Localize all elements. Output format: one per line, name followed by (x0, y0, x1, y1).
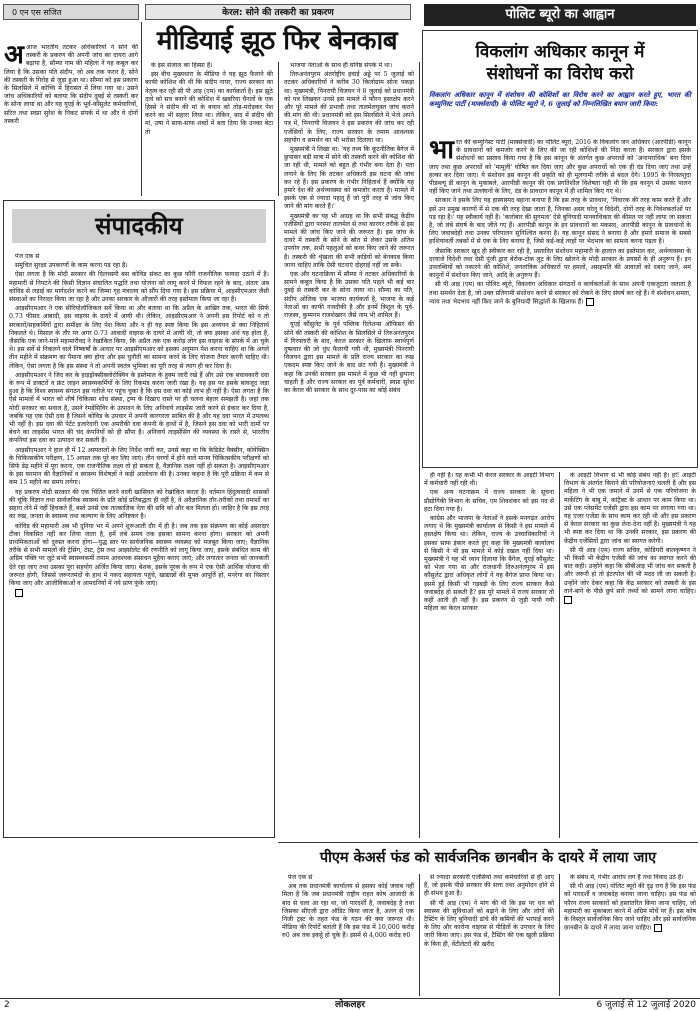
kerala-col3-p3: मुख्यमंत्री ने लिखा था: 'यह तथ्य कि कूटनीतिक बैगेज में छुपाकर बड़ी मात्रा में सोने की तस्करी करने की कोशिश की जा रही थी, मामले को बहुत ही गंभीर बना देता है। पता लगाने के लिए कि तटकर अधिकारी इस घटना की जांच कर रहे हैं। इस प्रकरण के गंभीर निहितार्थ हैं क्योंकि यह हमारे देश की अर्थव्यवस्था को कमजोर करता है। मामले में इसके एक से ज्यादा पहलू हैं जो पूरी तरह से जांच किए जाने की मांग करते हैं।' (284, 146, 414, 211)
kerala-col-5 (564, 472, 696, 838)
pmcares-col3-p1: के संबंध में, गंभीर आरोप लग हैं तथा विवाद उठे हैं। (570, 874, 684, 881)
disability-headline-line2: संशोधनों का विरोध करो (486, 64, 634, 84)
kerala-col4-p3: कांग्रेस और भाजपा के नेताओं ने इसके मनगढ़ंत आरोप लगाए थे कि मुख्यमंत्री कार्यालय से किसी ने इस मामले में हस्तक्षेप किया था। लेकिन, राज्य के उच्चाधिकारियों ने इसका साफ इंकार करते हुए कहा कि मुख्यमंत्री कार्यालय से किसी ने भी इस मामले में कोई दखल नहीं दिया था। मुख्यमंत्री ने यह भी ध्यान दिलाया कि बैगेज, यूएई कौंसुलेट को भेजा गया था और राजधानी तिरुअनंतपुरम में इस कौंसुलेट द्वारा अधिकृत लोगों ने यह बैगेज प्राप्त किया था। इसमें हुई किसी भी गड़बड़ी के लिए राज्य सरकार कैसे जवाबदेह हो सकती है? इस पूरे मामले में राज्य सरकार तो कहीं आती ही नहीं है। इस प्रकरण से जुड़ी पायी गयी महिला का केरल सरकार (424, 515, 554, 613)
editorial-box (3, 200, 275, 838)
disability-article (422, 30, 698, 468)
pmcares-col-3 (564, 874, 696, 996)
kerala-col5-p1: के आइटी विभाग से भी कोई संबंध नहीं है। हां! आइटी विभाग के अंतर्गत किराने की परियोजनाएं चलती हैं और इस महिला ने भी एक जमाने में उनमें से एक परियोजना के मार्केटिंग के बाबू में, कांट्रैक्ट के आधार पर काम किया था। उसे एक प्लेसमेंट एजेंसी द्वारा इस काम पर लगाया गया था। यह एजर एजेंडा के साथ काम कर रही थी और इस प्रकरण से केरल सरकार का कुछ लेना-देना नहीं है। मुख्यमंत्री ने यह भी स्पष्ट कर दिया था कि उनकी सरकार, इस प्रकरण की केंद्रीय एजेंसियों द्वारा जांच का स्वागत करेगी। (564, 472, 696, 545)
editorial-p4: आइसीएमआर ने एक सीरियोलॉजिकल सर्वे किया था और बताया था कि अप्रैल के आखिर तक, भारत की सिर्फ 0.73 फीसद आबादी, इस वाइरस के दायरे में आयी थी। लेकिन, आइसीएमआर ने अपनी इस रिपोर्ट को न तो सरकारों/सहकर्मियों द्वारा समीक्षा के लिए पेश किया और न ही यह स्पष्ट किया कि इस अध्ययन से क्या निहितार्थ निकलते थे। मिसाल के तौर पर अगर 0.73 आबादी वाइरस के दायरे में आयी थी, तो क्या इसका अर्थ यह होता है, जैसाकि एक जाने-माने महामारीवद ने रेखांकित किया, कि अप्रैल तक एक करोड़ लोग इस वाइरस के संपर्क में आ चुके थे। इस सर्वे से निकलने वाले निष्कर्षों के आधार पर आइसीएमआर को इसका अनुमान पेश करना चाहिए था कि अगले तीन महीने में संक्रमण का पैमाना क्या होगा और इस चुनौती का सामना करने के लिए योजना तैयार करनी चाहिए थी। लेकिन, ऐसा लगता है कि इस संस्था ने तो अपनी स्वतंत्र भूमिका का पूरी तरह से त्याग ही कर दिया है। (9, 305, 269, 370)
disability-p3: जैसाकि सरकार खुद ही स्वीकार कर रही है, प्रस्तावित संशोधन महामारी के हालात का इस्तेमाल कर, अर्थव्यवस्था के दरवाजे विदेशी तथा देसी पूंजी द्वारा बेरोक-टोक लूट के लिए खोलने के मोदी सरकार के प्रयासों के ही अनुरूप हैं। इन उपलब्धियों को नकारने की कोशिशें, जनतांत्रिक अधिकारों पर हमलों, असहमति की आवाजों को दबाए जाने, श्रम कानूनों में संशोधन किए जाने, आदि के अनुरूप हैं। (429, 247, 691, 280)
kerala-col-1: अआज भारतीय तटकर अधिकारियों ने सोने की तस्करी के प्रकरण की अपनी जांच का दायरा आगे बढ़ाया है, सौम्या नाम की महिला ने यह कबूल कर लिया है कि उसका पति संदीप, जो अब तक फरार है, सोने की तस्करी के गिरोह से जुड़ा हुआ था। सौम्या को इस प्रकरण के सिलसिले में कोच्चि में हिरासत में लिया गया था। उसने जांच अधिकारियों को बताया कि संदीप दुबई से तस्करी कर के सोना लाया था और यह यूएई के भूर्व-कौंसुलेट कर्मचारियों, सरित तथा स्वप्ना सुरेश के निकट संपर्क में था और ये दोनों तस्करी (4, 44, 138, 125)
disability-p4: सी पी आइ (एम) का पोलिट ब्यूरो, विकलांग अधिकार संगठनों व कार्यकर्ताओं के साथ अपनी एकजुटता जताता है तथा समर्थन देता है, जो उक्त प्रतिगामी संशोधन करने से सरकार को रोकने के लिए संघर्ष कर रहे हैं। ये संशोधन समता, न्याय तथा भेदभाव नहीं किए जाने के बुनियादी सिद्धांतों के खिलाफ हैं। (429, 281, 691, 306)
disability-body: भारत की कम्युनिस्ट पार्टी (मार्क्सवादी) का पोलिट ब्यूरो, 2016 के विकलांग जन अधिकार (आरपीडी) कानून के प्रावधानों को कमजोर करने के लिए की जा रही कोशिशों की निंदा करता है। सरकार द्वारा इसके संशोधनों का प्रस्ताव किया गया है कि इस कानून के अंतर्गत कुछ अपराधों को 'अनापराधिक' बना दिया जाए तथा कुछ अपराधों को 'मामूली' घोषित कर दिया जाए और कुछ अपराधों को एक ही दंड दिया जाए तथा उन्हें हल्का कर दिया जाए। ये संशोधन इस कानून की प्रकृति को ही मूलगामी तरीके से बदल देंगे। 1995 के निरस्तशुदा पीडब्ल्यू डी कानून के मुकाबले, आरपीडी कानून की एक प्रगतिशील विशेषता यही थी कि इस कानून में उसका पालन नहीं किए जाने तथा उल्लंघनों के लिए, दंड के प्रावधान कानून में ही शामिल किए गए थे। सरकार ने इसके लिए यह हास्यास्पद बहाना बनाया है कि इस तरह के प्रावधान, 'निवारक की तरह काम करते हैं और इसे उन प्रमुख कारणों में से एक की तरह देखा जाता है, जिनका असर घरेलू व विदेशी, दोनों तरह के निवेशकर्ताओं पर पड़ रहा है।' यह स्वीकार्य नहीं है। 'कारोबार की सुगमता' ऐसे बुनियादी मानवाधिकार की कीमत पर नहीं लाया जा सकता है, जो लंबे संघर्ष के बाद जीते गए हैं। आरपीडी कानून के इन प्रावधानों का मकसद, आरपीडी कानून के प्रावधानों के लिए जवाबदेही तथा उनका परिपालन सुनिश्चित करना है। यह कानून संसद ने बनाया है और हमारे समाज के सबसे हाशियावर्ती तबकों में से एक के लिए बनाया है, जिसे कई-कई तरहों पर भेदभाव का सामना करना पड़ता है। जैसाकि सरकार खुद ही स्वीकार कर रही है, प्रस्तावित संशोधन महामारी के हालात का इस्तेमाल कर, अर्थव्यवस्था के दरवाजे विदेशी तथा देसी पूंजी द्वारा बेरोक-टोक लूट के लिए खोलने के मोदी सरकार के प्रयासों के ही अनुरूप हैं। इन उपलब्धियों को नकारने की कोशिशें, जनतांत्रिक अधिकारों पर हमलों, असहमति की आवाजों को दबाए जाने, श्रम कानूनों में संशोधन किए जाने, आदि के अनुरूप हैं। सी पी आइ (एम) का पोलिट ब्यूरो, विकलांग अधिकार संगठनों व कार्यकर्ताओं के साथ अपनी एकजुटता जताता है तथा समर्थन देता है, जो उक्त प्रतिगामी संशोधन करने से सरकार को रोकने के लिए संघर्ष कर रहे हैं। ये संशोधन समता, न्याय तथा भेदभाव नहीं किए जाने के बुनियादी सिद्धांतों के खिलाफ हैं। (429, 139, 691, 306)
kerala-col-2 (145, 62, 273, 196)
end-mark-icon (654, 924, 662, 932)
pmcares-headline: पीएम केअर्स फंड को सार्वजनिक छानबीन के दायरे में लाया जाए (319, 850, 657, 866)
pmcares-col1-p2: अब तक प्रधानमंत्री कार्यालय से इसका कोई जवाब नहीं मिला है कि जब प्रधानमंत्री राष्ट्रीय राहत कोष आजादी के बाद से चला आ रहा था, जो पारदर्शी है, जवाबदेह है तथा जिसका सीएजी द्वारा ऑडिट किया जाता है, अलग से एक निजी ट्रस्ट के तहत फंड के गठन की क्या जरूरत थी। मीडिया की रिपोर्टें बताती हैं कि इस फंड में 10,000 करोड़ रु0 अब तक इकट्ठे हो चुके हैं। इसमें से 4,000 करोड़ रु0 (282, 883, 414, 940)
end-mark-icon (564, 596, 572, 604)
issue-date: 6 जुलाई से 12 जुलाई 2020 (596, 1000, 696, 1010)
kerala-col2-p2: इस बीच मुख्यधारा के मीडिया ने यह झूठ फैलाने की काफी कोशिश की थी कि संदीप नायर, राज्य सरकार का नेतृत्व कर रही सी पी आइ (एम) का कार्यकर्ता है। इस झूठे दावे को सच बनाने की कोशिश में खबरिया चैनलों के एक हिस्से ने संदीप की मां के बयान को तोड़-मरोड़कर पेश करने का भी सहारा लिया था। लेकिन, बाद में संदीप की मां, उषा ने साफ-साफ शब्दों में बता दिया कि उनका बेटा तो (145, 71, 273, 136)
editorial-body (9, 253, 269, 835)
end-mark-icon (586, 298, 594, 306)
pmcares-col1-p1: पेज एक से (288, 874, 313, 881)
kerala-col3-p4: मुख्यमंत्री का यह भी आग्रह था कि सभी संबद्ध केंद्रीय एजेंसियों द्वारा परस्पर तालमेल से तथा कारगर तरीके से इस मामले की जांच किए जाने की जरूरत है। इस जांच के दायरे में तस्करी के सोने के स्रोत से लेकर उसके अंतिम उपयोग तक, सभी पहलुओं को कवर किए जाने की जरूरत है। तस्करी की शृंखला की सभी कड़ियों को बेनकाब किया जाना चाहिए ताकि ऐसी घटनाएं दोहराई नहीं जा सकें। (284, 212, 414, 269)
kerala-col-4 (424, 472, 554, 838)
pmcares-col-2 (424, 874, 554, 996)
pmcares-col2-p1: से ज्यादा सरकारी एजेंसियों तथा कर्मचारियों से ही आए हैं, जो इसके पीछे सरकार की सत्ता तथा अनुमोदन होने से ही संभव हुआ है। (424, 874, 554, 898)
kerala-col3-p5: एक और घटनाक्रिया में सौम्या ने तटकर अधिकारियों के सामने कबूल किया है कि उसका पति पहले भी कई बार दुबई से तस्करी कर के सोना लाया था। सौम्या का पति, संदीप ओलिक एक भाजपा कार्यकर्ता है, भाजपा के कई नेताओं का काफी नजदीकी है और इनमें त्रिशूल के पूर्व-राजस्व, कुम्मनम राजशेखरन जैसे नाम भी शामिल हैं। (284, 271, 414, 320)
pmcares-col3-p2: सी पी आइ (एम) पोलिट ब्यूरो की दृढ़ राय है कि इस फंड को पारदर्शी व जवाबदेह बनाया जाना चाहिए। इस फंड को फौरन राज्य सरकारों को हस्तांतरित किया जाना चाहिए, जो महामारी का मुकाबला करने में अग्रिम मोर्चे पर हैं। इस कोष के विस्तृत सार्वजनिक किए जाने चाहिए और इसे सार्वजनिक छानबीन के दायरे में लाया जाना चाहिए। (564, 883, 696, 932)
politburo-banner: पोलिट ब्यूरो का आह्वान (424, 4, 696, 26)
editorial-p6: आइसीएमआर ने हाल ही में 12 अस्पतालों के लिए निर्देश जारी कर, उनसे कहा था कि केडिडेट वैक्सीन, कोवेक्सिन के चिकित्सकीय परीक्षण, 15 अगस्त तक पूरे कर लिए जाएं। तीन चरणों में होने वाले मानव चिकित्सकीय परीक्षणों को सिर्फ डेढ़ महीने में पूरा करना, एक राजनीतिक लक्ष्य तो हो सकता है, वैज्ञानिक लक्ष्य नहीं हो सकता है। आइसीएमआर के इस फरमान की वैज्ञानिकों व स्वास्थ्य विशेषज्ञों ने कड़ी आलोचना की है। उनका कहना है कि पूरी प्रक्रिया में कम से कम 15 महीने का समय लगेगा। (9, 446, 269, 487)
page-number: 2 (4, 1000, 10, 1010)
editorial-title: संपादकीय (12, 209, 266, 243)
editorial-p7: यह प्रकरण मोदी सरकार की एक चिंतित करने वाली खासियत को रेखांकित करता है। वर्तमान हिंदुत्ववादी शासकों की चूंकि विज्ञान तथा सार्वजनिक स्वास्थ्य के प्रति कोई प्रतिबद्धता ही नहीं है, वे अवैज्ञानिक तौर-तरीकों तथा तमाशों का सहारा लेने में नहीं हिचकते हैं, बस्ते उनसे एक तात्कालिक नेता की छवि को और बल मिलता हो। जाहिर है कि इस तरह का रुख, जनता के स्वास्थ्य तथा कल्याण के लिए अनिष्टकर है। (9, 488, 269, 521)
disability-standfirst: विकलांग अधिकार कानून में संशोधन की कोशिशों का विरोध करने का आह्वान करते हुए, भारत की कम्युनिस्ट पार्टी (मार्क्सवादी) के पोलिट ब्यूरो ने, 6 जुलाई को निम्नलिखित बयान जारी किया: (429, 91, 691, 108)
kerala-headline: मीडियाई झूठ फिर बेनकाब (156, 26, 398, 56)
editorial-p8: कोविड की महामारी अब भी दुनिया भर में अपने शुरूआती दौर में ही है। जब तक इस संक्रमण का कोई असरदार टीका विकसित नहीं कर लिया जाता है, हमें लंबे समय तक इसका सामना करना होगा। सरकार को अपनी प्राथमिकताओं को दुरुस्त करना होगा—युद्ध स्तर पर सार्वजनिक स्वास्थ्य व्यवस्था को मजबूत किया जाए; वैज्ञानिक तरीके से सभी मामलों की ट्रेसिंग, टेस्ट, ट्रेस तथा आइसोलेट की रणनीति को लागू किया जाए, इसके संबंधित काम की अग्रिम पंक्ति पर जुटे सभी स्वास्थ्यकर्मी तमाम आवश्यक संसाधन मुहैया कराए जाएं; और लगातार जनता को जानकारी देते रहा जाए तथा उसका पूरा सहयोग अर्जित किया जाए। बेशक, इसके पूरक के रूप में एक ऐसी आर्थिक योजना की जरूरत होगी, जिससे जरूरतमंदों के हाथ में नकद सहायता पहुंचे, खाद्यान्नों की मुफ्त आपूर्ति हो, मनरेगा का विस्तार किया जाए और आजीविकाओं व आमदनियों में नये प्राण फूंके जाएं। (9, 522, 269, 587)
kerala-col5-p2: सी पी आइ (एम) राज्य सचिव, कोडियरी बालकृष्णन ने भी किसी भी केंद्रीय एजेंसी की जांच का स्वागत करने की बात कही। उन्होंने कहा कि सीबीआइ भी जांच कर सकती है और जरूरी हो तो इंटरपोल की भी मदद ली जा सकती है। उन्होंने जोर देकर कहा कि केंद्र सरकार को तस्करी के इस ताने-बाने के पीछे छुपे सारे तथ्यों को सामने लाना चाहिए। (564, 546, 696, 595)
author-tag: 0 एन एस सजित (3, 4, 139, 20)
editorial-p5: आइसीएमआर ने जिद कर के हाइड्रोक्सीक्लोरोक्विन के इस्तेमाल के हुक्म जारी रखे हैं और उसे एक बचावकारी दवा के रूप में डाक्टरों व फ्रंट लाइन स्वास्थ्यकर्मियों के लिए रिकमंड करना जारी रखा है। यह इस पर इसके बावजूद जड़ा हुआ है कि विश्व स्वास्थ्य संगठन इस नतीजे पर पहुंच चुका है कि इस दवा का कोई लाभ ही नहीं है। ऐसा लगता है कि ऐसे मामलों में भारत को शीर्ष चिकित्सा शोध संस्था, ट्रम्प के दिखाए रास्ते पर ही चलना बेहतर समझती है। जहां तक मोदी सरकार का सवाल है, उसने रेमडेसिविर के उत्पादन के लिए अनिवार्य लाइसेंस जारी करने से इंकार कर दिया है, जबकि यह एक ऐसी दवा है जिसने कोविड के उपचार में अपनी कारगरता साबित की है और यह दवा भारत में उपलब्ध भी नहीं है। इस दवा की पेटेंट इजारेदारी एक अमरीकी दवा कंपनी के हाथों में है, जिसने इस दवा को भारी दामों पर बेचने का लाइसेंस भारत की चंद कंपनियों को ही सौंपा है। अनिवार्य लाइसेंसिंग की व्यवस्था के रास्ते से, भारतीय कंपनियां इस दवा का उत्पादन कर सकती हैं। (9, 371, 269, 445)
editorial-p3: ऐसा लगता है कि मोदी सरकार की दिलचस्पी बस कोविड संकट का कुछ फौरी राजनीतिक फायदा उठाने में है। महामारी से निपटने की किसी विज्ञान संचालित पद्धति तथा योजना को लागू करने में विफल रहने के बाद, अंततः अब कोविड से लड़ाई का मार्गदर्शन करने का जिम्मा गृह मंत्रालय को सौंप दिया गया है। इस प्रक्रिया में, आइसीएमआर जैसी संस्थाओं का निरादर किया जा रहा है और उनका सरकार के औजारों की तरह इस्तेमाल किया जा रहा है। (9, 271, 269, 304)
kerala-col4-p1: ही नहीं है। यह कभी भी केरल सरकार के आइटी विभाग में कर्मचारी नहीं रही थी। (424, 472, 554, 488)
kerala-col3-p6: यूएई कौंसुलेट के पूर्व पब्लिक रिलेशन्स ऑफिसर की सोने की तस्करी की कोशिश के सिलसिले में तिरुअनंतपुरम में गिरफ्तारी के बाद, केरल सरकार के खिलाफ स्वार्थपूर्ण दुष्प्रचार की जो धुंध फैलायी गयी थी, मुख्यमंत्री पिनरायी विजयन द्वारा इस मामले के प्रति राज्य सरकार का रुख एकदम स्पष्ट किए जाने के बाद छंट गयी है। मुख्यमंत्री ने कहा कि उनकी सरकार इस मामले में कुछ भी नहीं छुपाना चाहती है और राज्य सरकार का पूर्व कर्मचारी, स्वप्ना सुरेश का केरल की सरकार के साथ दूर-पास का कोई संबंध (284, 321, 414, 394)
kerala-kicker: केरल: सोने की तस्करी का प्रकरण (145, 4, 411, 20)
editorial-p2: समुचित सुरक्षा उपकरणों के काम करना पड़ रहा है। (15, 262, 128, 270)
disability-p2: सरकार ने इसके लिए यह हास्यास्पद बहाना बनाया है कि इस तरह के प्रावधान, 'निवारक की तरह काम करते हैं और इसे उन प्रमुख कारणों में से एक की तरह देखा जाता है, जिनका असर घरेलू व विदेशी, दोनों तरह के निवेशकर्ताओं पर पड़ रहा है।' यह स्वीकार्य नहीं है। 'कारोबार की सुगमता' ऐसे बुनियादी मानवाधिकार की कीमत पर नहीं लाया जा सकता है, जो लंबे संघर्ष के बाद जीते गए हैं। आरपीडी कानून के इन प्रावधानों का मकसद, आरपीडी कानून के प्रावधानों के लिए जवाबदेही तथा उनका परिपालन सुनिश्चित करना है। यह कानून संसद ने बनाया है और हमारे समाज के सबसे हाशियावर्ती तबकों में से एक के लिए बनाया है, जिसे कई-कई तरहों पर भेदभाव का सामना करना पड़ता है। (429, 197, 691, 246)
end-mark-icon (15, 589, 23, 597)
disability-p1: रत की कम्युनिस्ट पार्टी (मार्क्सवादी) का पोलिट ब्यूरो, 2016 के विकलांग जन अधिकार (आरपीडी) कानून के प्रावधानों को कमजोर करने के लिए की जा रही कोशिशों की निंदा करता है। सरकार द्वारा इसके संशोधनों का प्रस्ताव किया गया है कि इस कानून के अंतर्गत कुछ अपराधों को 'अनापराधिक' बना दिया जाए तथा कुछ अपराधों को 'मामूली' घोषित कर दिया जाए और कुछ अपराधों को एक ही दंड दिया जाए तथा उन्हें हल्का कर दिया जाए। ये संशोधन इस कानून की प्रकृति को ही मूलगामी तरीके से बदल देंगे। 1995 के निरस्तशुदा पीडब्ल्यू डी कानून के मुकाबले, आरपीडी कानून की एक प्रगतिशील विशेषता यही थी कि इस कानून में उसका पालन नहीं किए जाने तथा उल्लंघनों के लिए, दंड के प्रावधान कानून में ही शामिल किए गए थे। (429, 139, 691, 196)
kerala-col1-text: आज भारतीय तटकर अधिकारियों ने सोने की तस्करी के प्रकरण की अपनी जांच का दायरा आगे बढ़ाया है, सौम्या नाम की महिला ने यह कबूल कर लिया है कि उसका पति संदीप, जो अब तक फरार है, सोने की तस्करी के गिरोह से जुड़ा हुआ था। सौम्या को इस प्रकरण के सिलसिले में कोच्चि में हिरासत में लिया गया था। उसने जांच अधिकारियों को बताया कि संदीप दुबई से तस्करी कर के सोना लाया था और यह यूएई के भूर्व-कौंसुलेट कर्मचारियों, सरित तथा स्वप्ना सुरेश के निकट संपर्क में था और ये दोनों तस्करी (4, 44, 138, 125)
kerala-col3-p2: तिरुअनंतपुरम अंतर्राष्ट्रीय हवाई अड्डे पर 5 जुलाई को तटकर अधिकारियों ने करीब 30 किलोग्राम सोना पकड़ा था। मुख्यमंत्री, पिनरायी विजयन ने 8 जुलाई को प्रधानमंत्री को पत्र लिखकर उनसे इस मामले में फौरन हस्तक्षेप करने और पूरे मामले की प्रभावी तथा तालमेलयुक्त जांच कराने की मांग की थी। प्रधानमंत्री को इस सिलसिले में भेजे अपने पत्र में, पिनरायी विजयन ने इस प्रकरण की जांच कर रही एजेंसियों के लिए, राज्य सरकार के तमाम आवश्यक सहयोग व समर्थन का भी भरोसा दिलाया था। (284, 71, 414, 144)
disability-headline-line1: विकलांग अधिकार कानून में (475, 42, 645, 62)
kerala-col2-p1: के इस संजाल का हिस्सा हैं। (151, 62, 213, 69)
publication-name: लोकलहर (335, 1000, 365, 1010)
pmcares-col-1 (282, 874, 414, 996)
kerala-col-3 (284, 62, 414, 838)
editorial-p1: पेज एक से (15, 253, 40, 260)
kerala-col4-p2: एक अन्य घटनाक्रम में राज्य सरकार के सूचना प्रौद्योगिकी विभाग के सचिव, एम शिवशंकर को इस पद से हटा दिया गया है। (424, 489, 554, 513)
kerala-col3-p1: भाजपा नेताओं के साथ ही घनिष्ठ संपर्क में था। (290, 62, 393, 69)
pmcares-col2-p2: सी पी आइ (एम) ने मांग की थी कि इस पर धन को स्वास्थ्य की सुविधाओं को बढ़ाने के लिए और लोगों की टैस्टिंग के लिए बुनियादी ढांचे की कमियों की भरपाई करने के लिए और कारोना वाइरस से पीड़ितों के उपचार के लिए जारी किया जाए। इस फंड से, टैस्टिंग की एक खुली प्रक्रिया के बिना ही, वेंटीलेटरों की खरीद (424, 899, 554, 948)
